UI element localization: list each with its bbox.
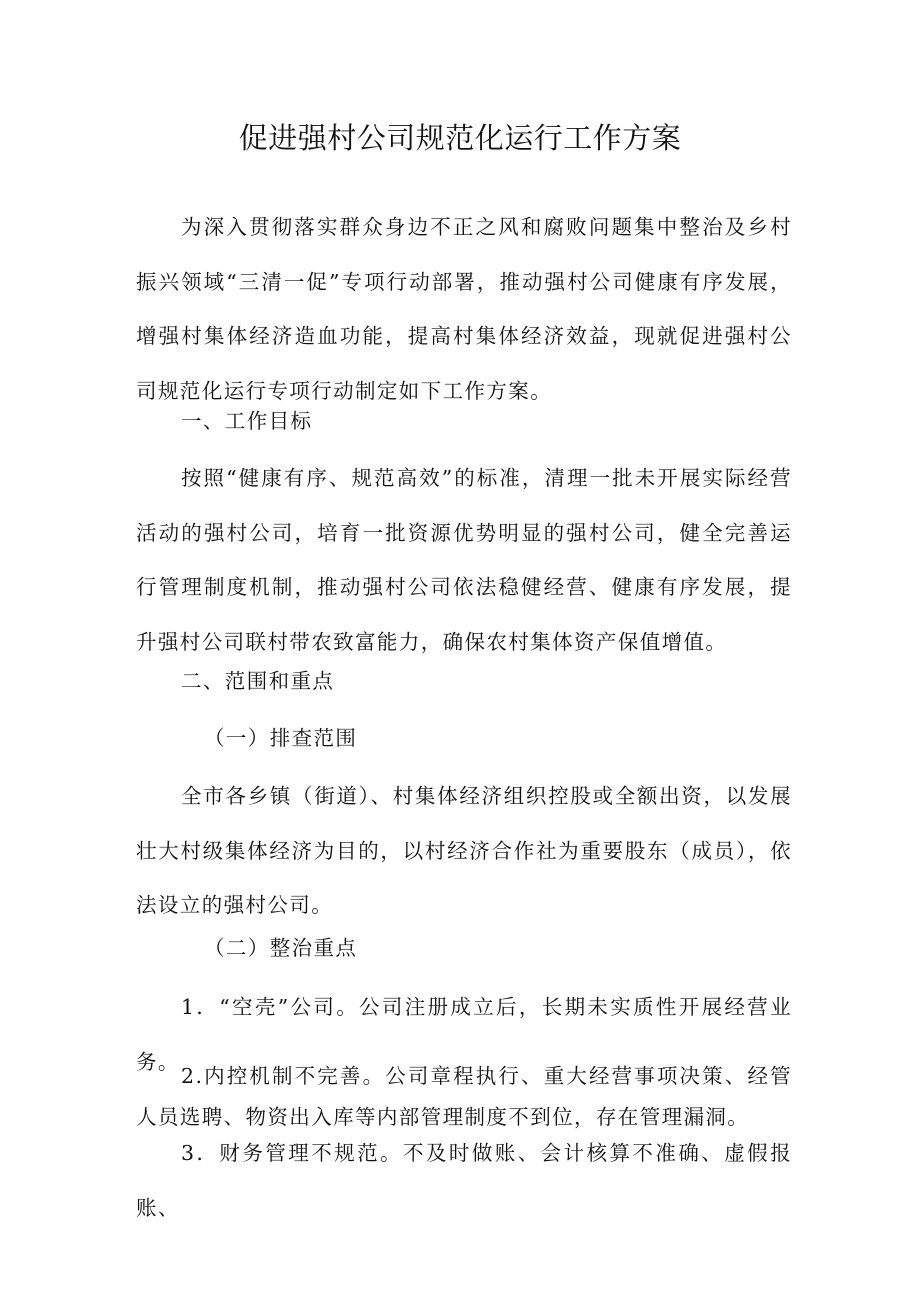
subsection-heading-scope: （一）排查范围: [204, 726, 358, 750]
scope-paragraph: 全市各乡镇（街道）、村集体经济组织控股或全额出资，以发展壮大村级集体经济为目的，以村经济合作社为重要股东（成员），依法设立的强村公司。: [136, 784, 792, 917]
subsection-heading-focus: （二）整治重点: [204, 936, 358, 960]
intro-paragraph: 为深入贯彻落实群众身边不正之风和腐败问题集中整治及乡村振兴领域“三清一促”专项行动部署，推动强村公司健康有序发展，增强村集体经济造血功能，提高村集体经济效益，现就促进强村公司规范化运行专项行动制定如下工作方案。: [136, 215, 792, 403]
list-item-financial: 3．财务管理不规范。不及时做账、会计核算不准确、虚假报账、: [136, 1141, 792, 1220]
section-heading-goals: 一、工作目标: [181, 409, 313, 433]
document-title: 促进强村公司规范化运行工作方案: [238, 121, 682, 155]
goals-paragraph: 按照“健康有序、规范高效”的标准，清理一批未开展实际经营活动的强村公司，培育一批资源优势明显的强村公司，健全完善运行管理制度机制，推动强村公司依法稳健经营、健康有序发展，提升强村公司联村带农致富能力，确保农村集体资产保值增值。: [136, 466, 792, 654]
list-item-empty-shell: 1．“空壳”公司。公司注册成立后，长期未实质性开展经营业务。: [136, 995, 792, 1074]
list-item-internal-control: 2.内控机制不完善。公司章程执行、重大经营事项决策、经管人员选聘、物资出入库等内部管理制度不到位，存在管理漏洞。: [136, 1064, 792, 1129]
section-heading-scope: 二、范围和重点: [181, 669, 335, 693]
